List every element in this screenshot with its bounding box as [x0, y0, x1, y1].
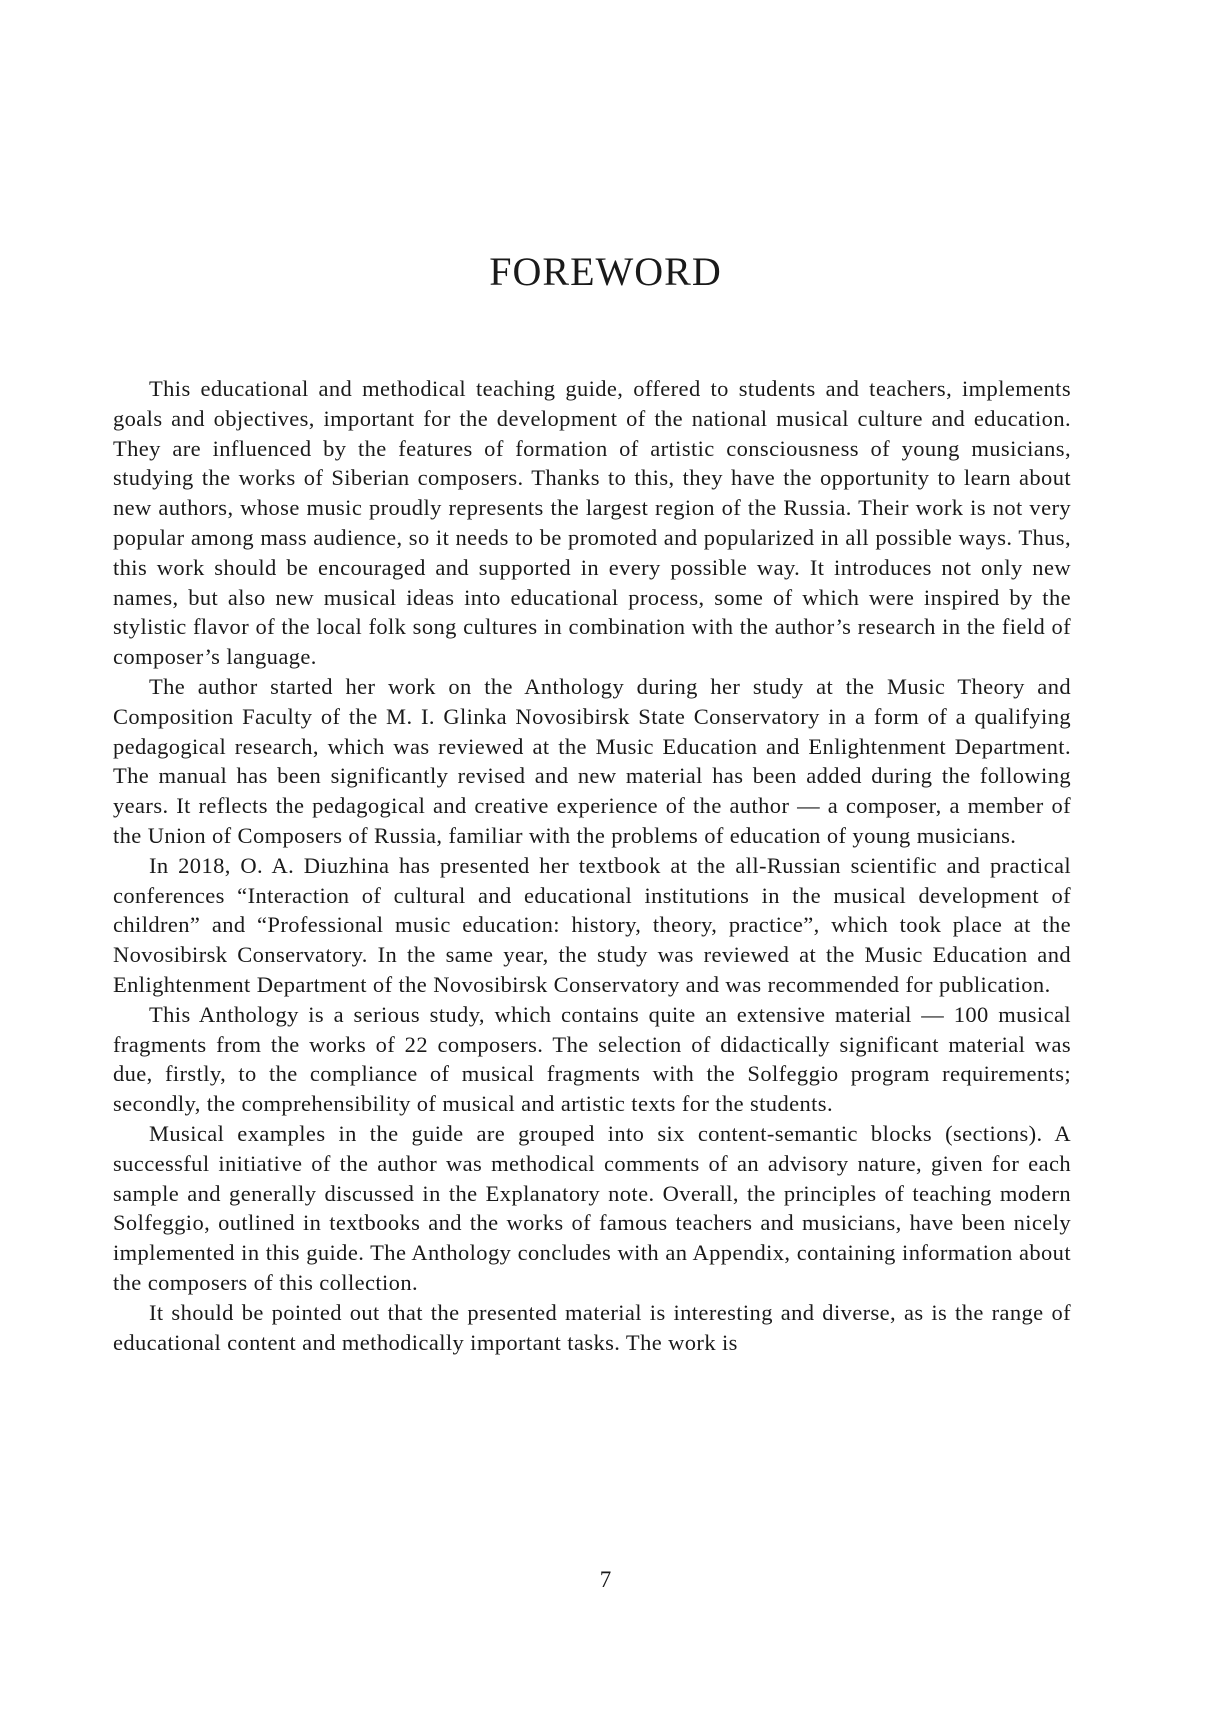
paragraph: This Anthology is a serious study, which contains quite an extensive material — 100 musical fragments from the works of 22 composers. The selection of didactically significant material was due, firstly, to the compliance of musical fragments with the Solfeggio program requirements; secondly, the comprehensibility of musical and artistic texts for the students.	[113, 1001, 1071, 1117]
paragraph: This educational and methodical teaching guide, offered to students and teachers, implements goals and objectives, important for the development of the national musical culture and education. They are influenced by the features of formation of artistic consciousness of young musicians, studying the works of Siberian composers. Thanks to this, they have the opportunity to learn about new authors, whose music proudly represents the largest region of the Russia. Their work is not very popular among mass audience, so it needs to be promoted and popularized in all possible ways. Thus, this work should be encouraged and supported in every possible way. It introduces not only new names, but also new musical ideas into educational process, some of which were inspired by the stylistic flavor of the local folk song cultures in combination with the author’s research in the field of composer’s language.	[113, 376, 1071, 670]
page-number: 7	[599, 1567, 612, 1592]
paragraph: The author started her work on the Anthology during her study at the Music Theory and Composition Faculty of the M. I. Glinka Novosibirsk State Conservatory in a form of a qualifying pedagogical research, which was reviewed at the Music Education and Enlightenment Department. The manual has been significantly revised and new material has been added during the following years. It reflects the pedagogical and creative experience of the author — a composer, a member of the Union of Composers of Russia, familiar with the problems of education of young musicians.	[113, 673, 1071, 848]
paragraph: It should be pointed out that the presented material is interesting and diverse, as is the range of educational content and methodically important tasks. The work is	[113, 1299, 1071, 1355]
paragraph: In 2018, O. A. Diuzhina has presented her textbook at the all-Russian scientific and practical conferences “Interaction of cultural and educational institutions in the musical development of children” and “Professional music education: history, theory, practice”, which took place at the Novosibirsk Conservatory. In the same year, the study was reviewed at the Music Education and Enlightenment Department of the Novosibirsk Conservatory and was recommended for publication.	[113, 852, 1071, 997]
foreword-body	[113, 374, 1071, 1357]
page-title: FOREWORD	[489, 249, 722, 294]
paragraph: Musical examples in the guide are grouped into six content-semantic blocks (sections). A successful initiative of the author was methodical comments of an advisory nature, given for each sample and generally discussed in the Explanatory note. Overall, the principles of teaching modern Solfeggio, outlined in textbooks and the works of famous teachers and musicians, have been nicely implemented in this guide. The Anthology concludes with an Appendix, containing information about the composers of this collection.	[113, 1120, 1071, 1295]
